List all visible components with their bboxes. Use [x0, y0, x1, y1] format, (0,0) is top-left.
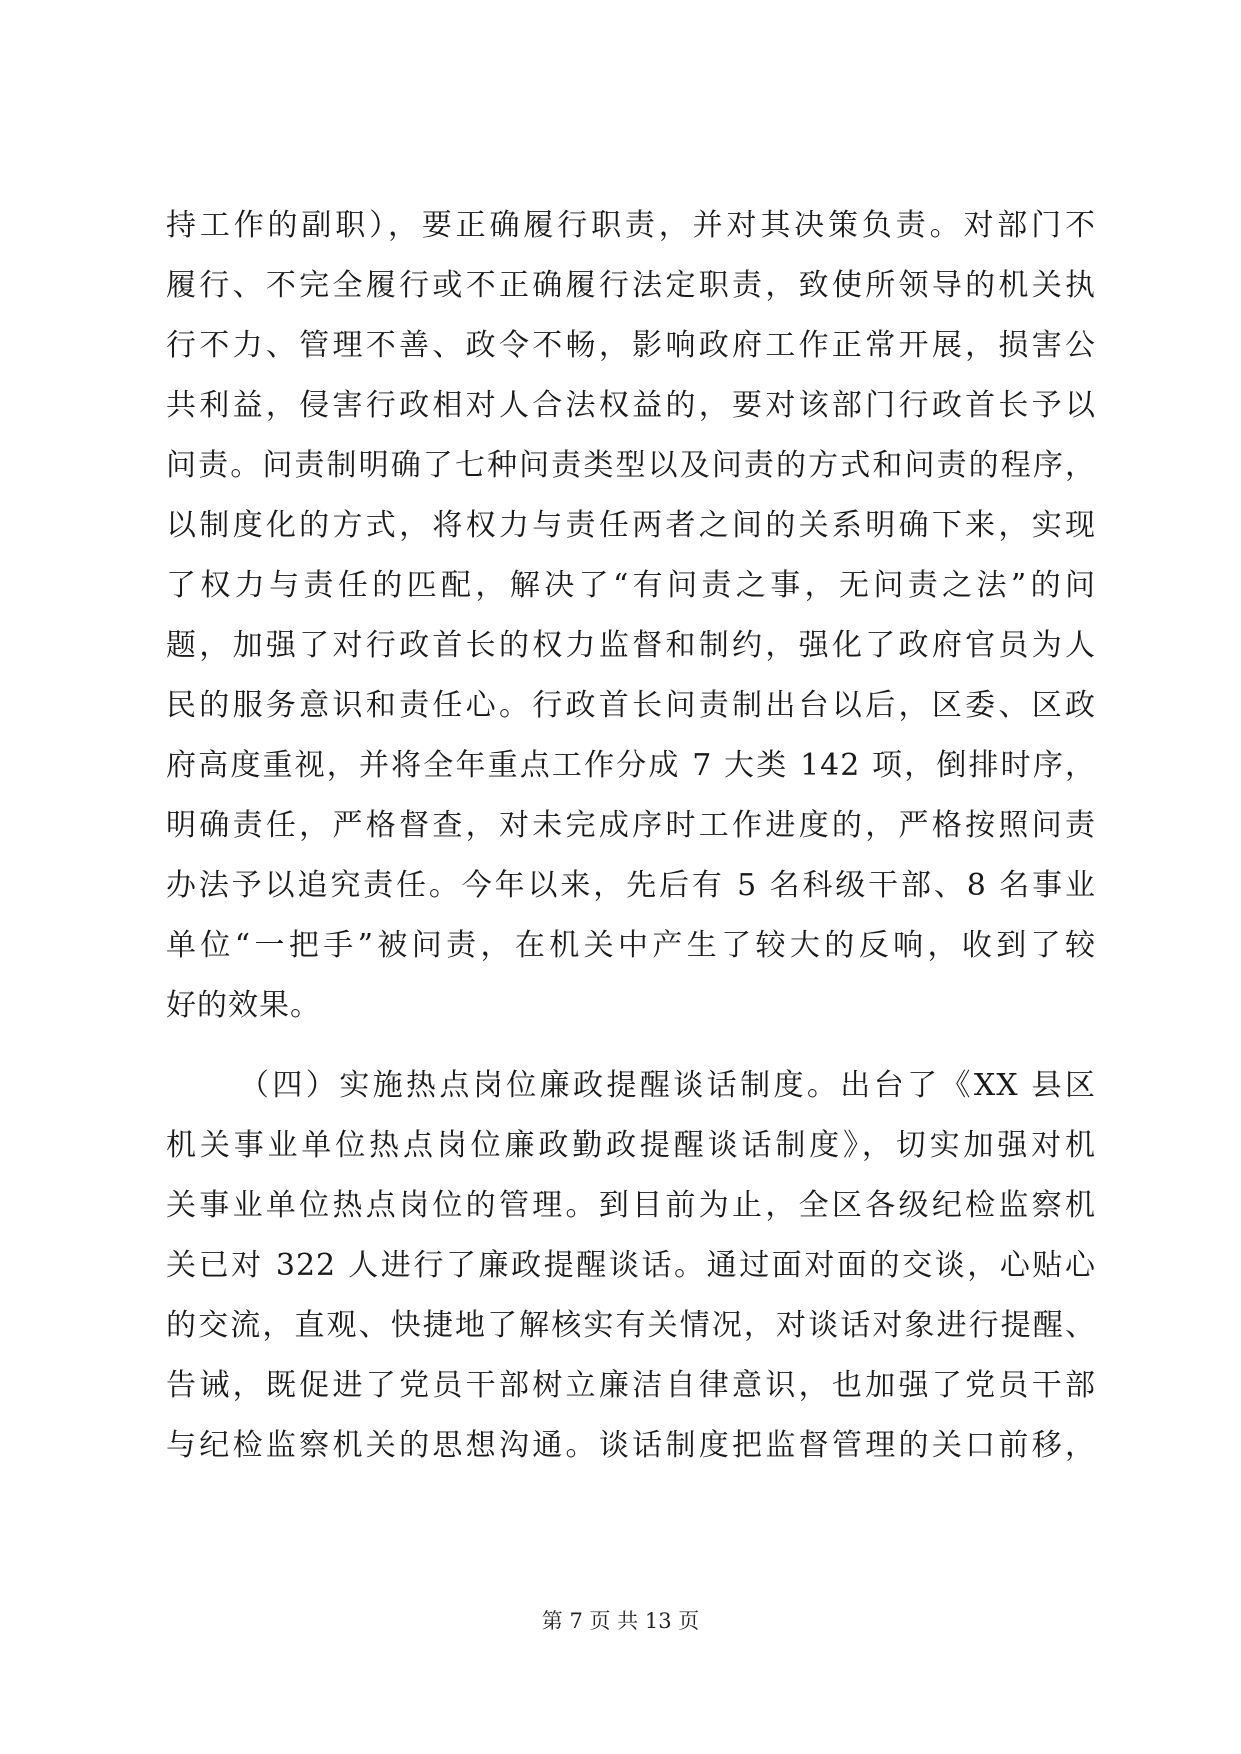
section-heading-line: （四）实施热点岗位廉政提醒谈话制度。出台了《XX 县区 — [239, 1068, 1096, 1103]
text-line: 与纪检监察机关的思想沟通。谈话制度把监督管理的关口前移， — [166, 1428, 1096, 1463]
text-line: 共利益，侵害行政相对人合法权益的，要对该部门行政首长予以 — [166, 388, 1096, 423]
text-line: 履行、不完全履行或不正确履行法定职责，致使所领导的机关执 — [166, 268, 1096, 303]
text-line: 办法予以追究责任。今年以来，先后有 5 名科级干部、8 名事业 — [166, 868, 1096, 903]
text-line: 明确责任，严格督查，对未完成序时工作进度的，严格按照问责 — [166, 808, 1096, 843]
text-line: 的交流，直观、快捷地了解核实有关情况，对谈话对象进行提醒、 — [166, 1308, 1096, 1343]
text-line: 好的效果。 — [166, 988, 321, 1023]
text-line: 关已对 322 人进行了廉政提醒谈话。通过面对面的交谈，心贴心 — [166, 1248, 1096, 1283]
text-line: 行不力、管理不善、政令不畅，影响政府工作正常开展，损害公 — [166, 328, 1096, 363]
page-footer: 第 7 页 共 13 页 — [541, 1609, 700, 1633]
text-line: 关事业单位热点岗位的管理。到目前为止，全区各级纪检监察机 — [166, 1188, 1096, 1223]
text-line: 告诫，既促进了党员干部树立廉洁自律意识，也加强了党员干部 — [166, 1368, 1096, 1403]
text-line: 持工作的副职），要正确履行职责，并对其决策负责。对部门不 — [166, 208, 1096, 243]
text-line: 了权力与责任的匹配，解决了“有问责之事，无问责之法”的问 — [166, 568, 1096, 603]
text-line: 题，加强了对行政首长的权力监督和制约，强化了政府官员为人 — [166, 628, 1096, 663]
text-line: 以制度化的方式，将权力与责任两者之间的关系明确下来，实现 — [166, 508, 1096, 543]
text-line: 府高度重视，并将全年重点工作分成 7 大类 142 项，倒排时序， — [166, 748, 1096, 783]
text-line: 问责。问责制明确了七种问责类型以及问责的方式和问责的程序， — [166, 448, 1096, 483]
text-line: 机关事业单位热点岗位廉政勤政提醒谈话制度》，切实加强对机 — [166, 1128, 1096, 1163]
text-line: 民的服务意识和责任心。行政首长问责制出台以后，区委、区政 — [166, 688, 1096, 723]
text-line: 单位“一把手”被问责，在机关中产生了较大的反响，收到了较 — [166, 928, 1096, 963]
